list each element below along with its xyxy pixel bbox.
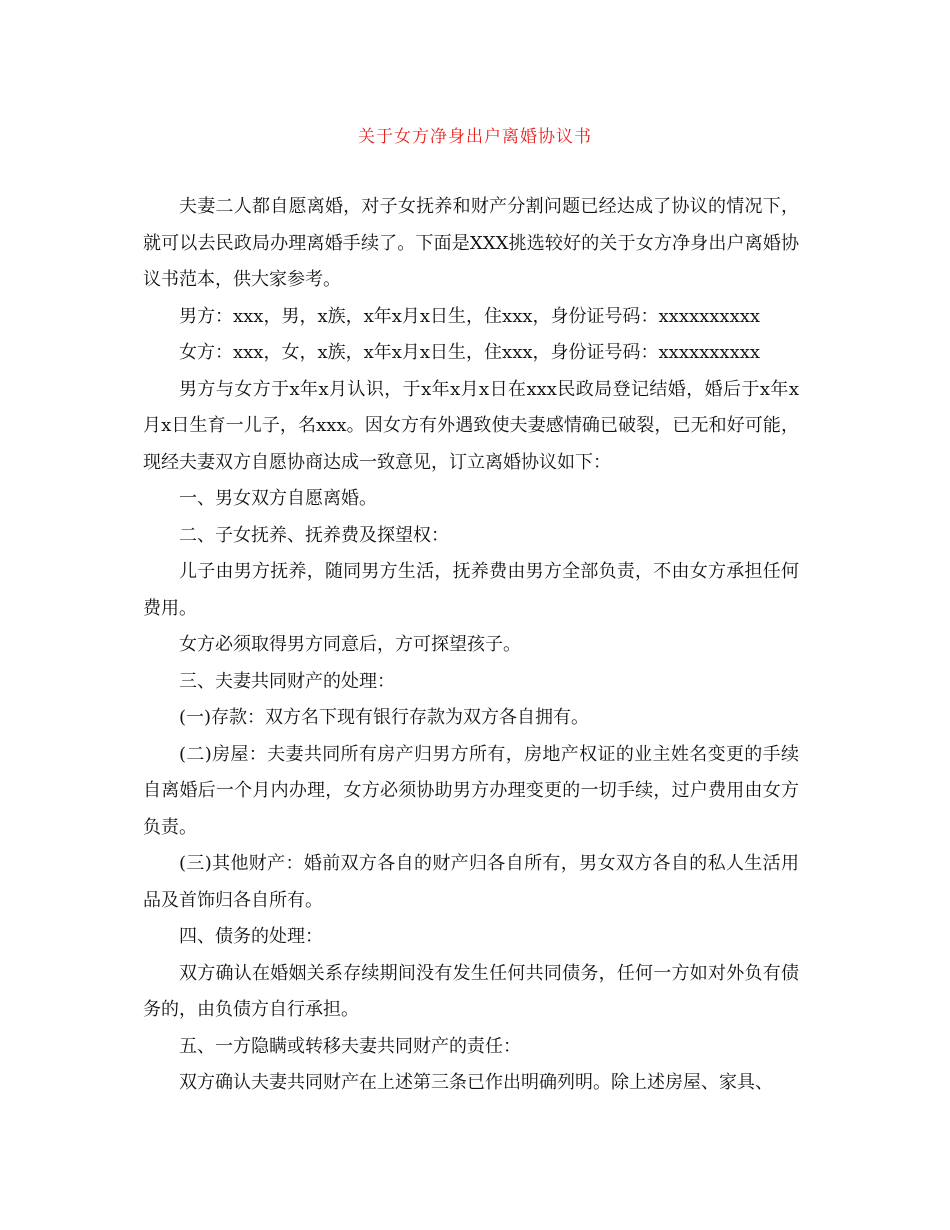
document-title: 关于女方净身出户离婚协议书: [358, 127, 592, 147]
clause-2-heading: 二、子女抚养、抚养费及探望权：: [179, 524, 449, 546]
paragraph-child-custody: 儿子由男方抚养，随同男方生活，抚养费由男方全部负责，不由女方承担任何费用。: [143, 561, 799, 619]
clause-3-heading: 三、夫妻共同财产的处理：: [179, 670, 395, 692]
clause-4-heading: 四、债务的处理：: [179, 926, 323, 947]
paragraph-husband-info: 男方：xxx，男，x族，x年x月x日生，住xxx，身份证号码：xxxxxxxxxx: [179, 305, 761, 327]
paragraph-savings: (一)存款：双方名下现有银行存款为双方各自拥有。: [179, 707, 590, 728]
paragraph-other-property: (三)其他财产：婚前双方各自的财产归各自所有，男女双方各自的私人生活用品及首饰归各自所有。: [143, 853, 799, 911]
clause-1-heading: 一、男女双方自愿离婚。: [179, 488, 377, 509]
paragraph-wife-info: 女方：xxx，女，x族，x年x月x日生，住xxx，身份证号码：xxxxxxxxxx: [179, 342, 761, 363]
paragraph-marriage-background: 男方与女方于x年x月认识，于x年x月x日在xxx民政局登记结婚，婚后于x年x月x日生育一儿子，名xxx。因女方有外遇致使夫妻感情确已破裂，已无和好可能，现经夫妻双方自愿协商达成一致意见，订立离婚协议如下：: [143, 378, 799, 473]
paragraph-concealment: 双方确认夫妻共同财产在上述第三条已作出明确列明。除上述房屋、家具、: [179, 1072, 773, 1093]
clause-5-heading: 五、一方隐瞒或转移夫妻共同财产的责任：: [179, 1035, 521, 1057]
paragraph-housing: (二)房屋：夫妻共同所有房产归男方所有，房地产权证的业主姓名变更的手续自离婚后一个月内办理，女方必须协助男方办理变更的一切手续，过户费用由女方负责。: [143, 743, 799, 838]
paragraph-intro: 夫妻二人都自愿离婚，对子女抚养和财产分割问题已经达成了协议的情况下，就可以去民政局办理离婚手续了。下面是XXX挑选较好的关于女方净身出户离婚协议书范本，供大家参考。: [143, 196, 799, 290]
document-body: [143, 189, 799, 1102]
paragraph-visitation: 女方必须取得男方同意后，方可探望孩子。: [179, 634, 521, 655]
paragraph-debts: 双方确认在婚姻关系存续期间没有发生任何共同债务，任何一方如对外负有债务的，由负债方自行承担。: [143, 962, 799, 1020]
